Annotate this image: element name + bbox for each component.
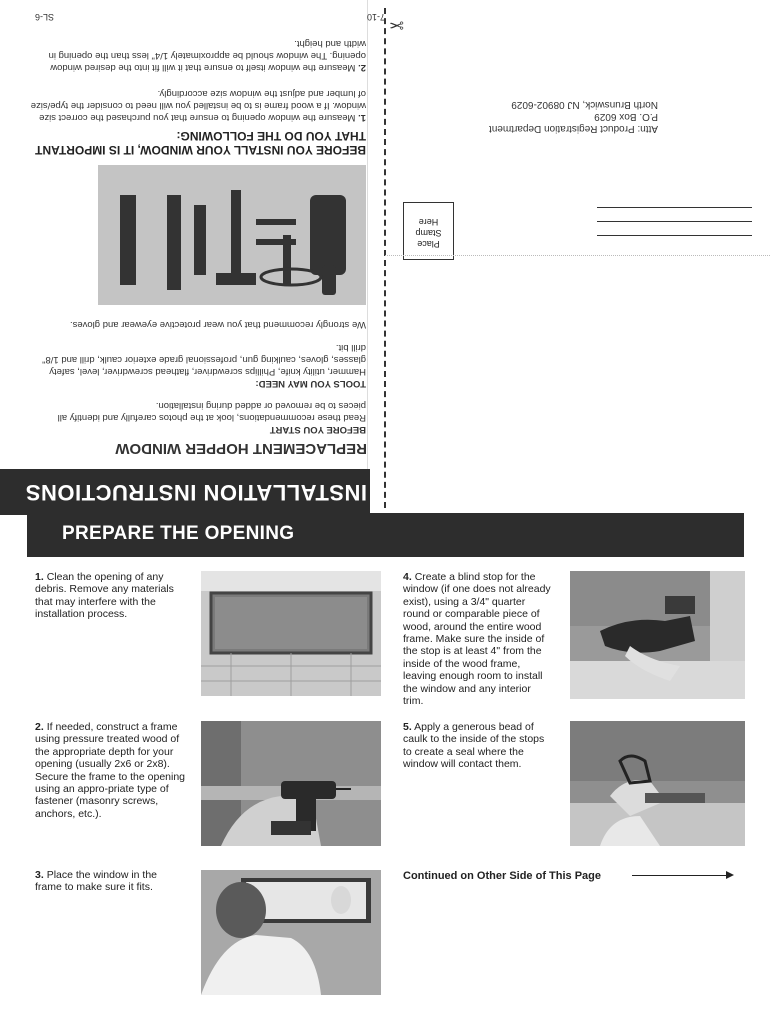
before-start-text: Read these recommendations, look at the photos carefully and identify all pieces to be removed or added during installation.	[57, 400, 366, 423]
step-4-text: Create a blind stop for the window (if one does not already exist), using a 3/4" quarter round or comparable piece of wood, around the entire wood frame. Make sure the inside of the stop is at least 4" from the inside of the wood frame, leaving enough room to install the window and any interior trim.	[403, 571, 551, 708]
important-item-2	[26, 37, 366, 73]
address-line-3	[597, 207, 752, 208]
continued-note: Continued on Other Side of This Page	[403, 870, 602, 882]
section-banner	[27, 513, 744, 557]
step-3-photo	[201, 870, 381, 995]
install-subtitle: REPLACEMENT HOPPER WINDOW	[115, 440, 367, 457]
step-5-text: Apply a generous bead of caulk to the inside of the stops to create a seal where the window will contact them.	[403, 721, 545, 771]
section-title: PREPARE THE OPENING	[62, 523, 295, 544]
step-1	[35, 571, 185, 621]
form-code: SL-6	[34, 12, 54, 22]
important-item-2-text: Measure the window itself to ensure that it will fit into the desired window opening. The window should be approximately 1/4" less than the opening in width and height.	[48, 38, 366, 73]
step-4-photo	[570, 571, 745, 699]
step-1-text: Clean the opening of any debris. Remove any materials that may interfere with the installation process.	[35, 571, 174, 621]
perforation-line	[385, 255, 770, 256]
step-5-photo	[570, 721, 745, 846]
step-2-num: 2.	[35, 721, 44, 733]
stamp-text-2: Stamp	[415, 228, 442, 238]
step-3	[35, 869, 185, 894]
step-3-num: 3.	[35, 869, 44, 881]
mail-attn: Attn: Product Registration Department	[489, 123, 658, 134]
important-heading: BEFORE YOU INSTALL YOUR WINDOW, IT IS IMPORTANT THAT YOU DO THE FOLLOWING:	[35, 129, 366, 157]
mail-city: North Brunswick, NJ 08902-6029	[511, 99, 658, 110]
step-4-num: 4.	[403, 571, 412, 583]
important-item-2-num: 2.	[358, 62, 366, 73]
before-start-heading: BEFORE YOU START	[269, 424, 366, 435]
address-line-2	[597, 221, 752, 222]
step-1-photo	[201, 571, 381, 696]
tools-text: Hammer, utility knife, Phillips screwdriver, flathead screwdriver, level, safety glasses, gloves, caulking gun, professional grade exterior caulk, drill and 1/8" drill bit.	[42, 342, 366, 377]
address-line-1	[597, 235, 752, 236]
stamp-box	[403, 202, 454, 260]
step-5-num: 5.	[403, 721, 412, 733]
scissors-icon: ✂	[388, 15, 404, 35]
step-5	[403, 721, 553, 771]
step-2	[35, 721, 190, 820]
step-3-text: Place the window in the frame to make sure it fits.	[35, 869, 158, 894]
stamp-text-1: Place	[417, 239, 440, 249]
safety-text: We strongly recommend that you wear protective eyewear and gloves.	[69, 319, 366, 330]
stamp-text-3: Here	[418, 217, 439, 227]
mail-pobox: P.O. Box 6029	[594, 111, 658, 122]
important-item-1-text: Measure the window opening to ensure that you purchased the correct size window. If a wood frame is to be installed you will need to consider the type/size of lumber and adjust the window size accordingly.	[30, 88, 366, 123]
step-2-text: If needed, construct a frame using pressure treated wood of the appropriate depth for your opening (usually 2x6 or 2x8). Secure the frame to the opening using an appro-priate type of fastener (masonry screws, anchors, etc.).	[35, 721, 186, 820]
tools-heading: TOOLS YOU MAY NEED:	[255, 378, 366, 389]
step-4	[403, 571, 553, 707]
cut-line	[384, 8, 386, 508]
important-item-1-num: 1.	[358, 112, 366, 123]
important-item-1	[26, 87, 366, 123]
page-number: 7-10	[366, 12, 385, 22]
continued-arrow-line	[632, 875, 728, 876]
arrow-right-icon	[726, 871, 734, 879]
install-title: INSTALLATION INSTRUCTIONS	[25, 480, 367, 505]
tools-photo	[98, 165, 366, 305]
step-1-num: 1.	[35, 571, 44, 583]
step-2-photo	[201, 721, 381, 846]
